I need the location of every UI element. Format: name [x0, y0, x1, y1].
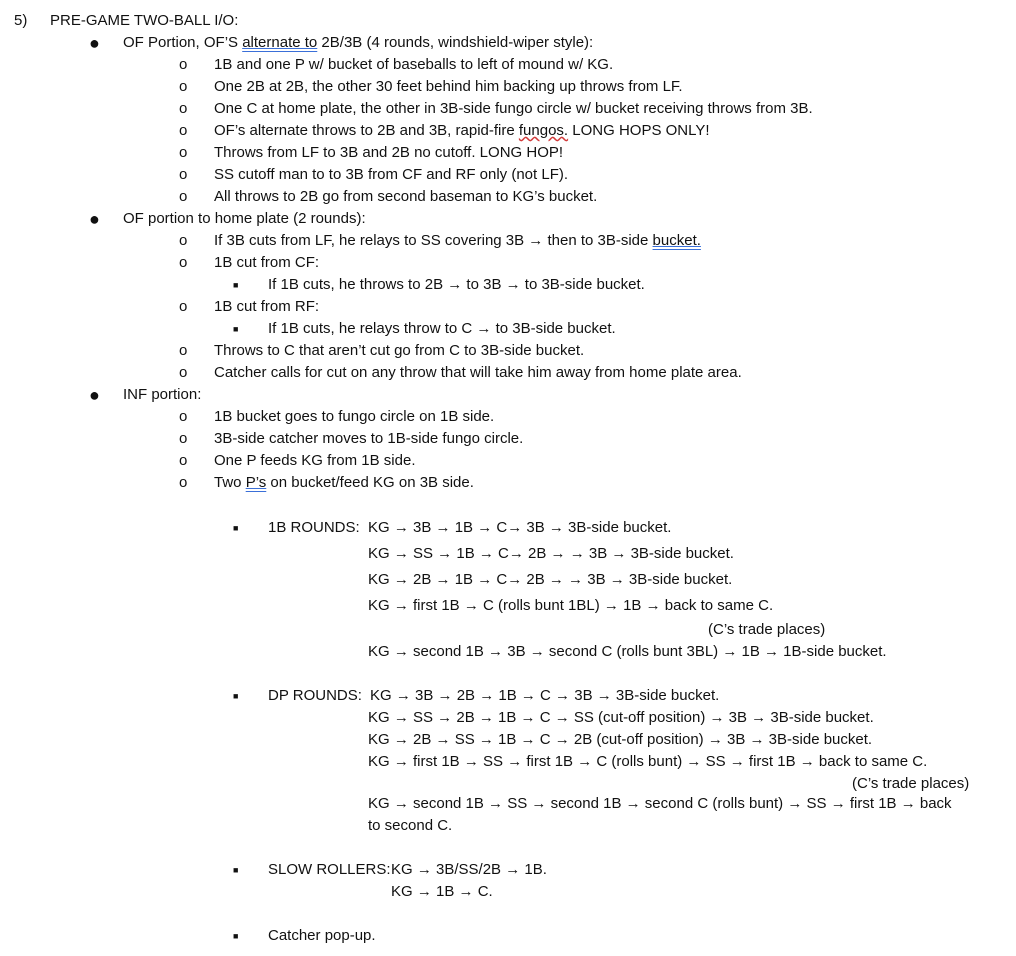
- rounds-1b-line: KG → SS → 1B → C→ 2B → → 3B → 3B-side bucket.: [368, 545, 734, 562]
- of-portion-heading: [123, 34, 593, 52]
- slow-rollers-label: SLOW ROLLERS:: [268, 861, 391, 878]
- square-marker: ■: [233, 324, 239, 334]
- rounds-dp-line: KG → first 1B → SS → first 1B → C (rolls bunt) → SS → first 1B → back to same C.: [368, 753, 928, 770]
- item-text: on bucket/feed KG on 3B side.: [266, 474, 474, 491]
- trade-places-note: (C’s trade places): [708, 621, 826, 638]
- rounds-1b-line: KG → first 1B → C (rolls bunt 1BL) → 1B → back to same C.: [368, 597, 774, 614]
- underlined-word: bucket.: [652, 232, 701, 249]
- rounds-1b-line: KG → 2B → 1B → C→ 2B → → 3B → 3B-side bucket.: [368, 571, 733, 588]
- of-heading-underlined: alternate to: [242, 34, 318, 51]
- circle-marker: o: [179, 166, 188, 183]
- bullet-marker: ●: [89, 385, 100, 405]
- circle-marker: o: [179, 452, 188, 469]
- circle-marker: o: [179, 342, 188, 359]
- list-item: 1B and one P w/ bucket of baseballs to left of mound w/ KG.: [214, 56, 614, 73]
- section-title: PRE-GAME TWO-BALL I/O:: [50, 12, 239, 29]
- circle-marker: o: [179, 188, 188, 205]
- trade-places-note: (C’s trade places): [852, 775, 970, 792]
- slow-rollers-line: KG → 3B/SS/2B → 1B.: [391, 861, 547, 878]
- rounds-dp-line: KG → SS → 2B → 1B → C → SS (cut-off position) → 3B → 3B-side bucket.: [368, 709, 874, 726]
- item-text: If 3B cuts from LF, he relays to SS covering 3B → then to 3B-side: [214, 232, 653, 249]
- underlined-word: P’s: [245, 474, 267, 491]
- circle-marker: o: [179, 144, 188, 161]
- rounds-dp-line-cont: to second C.: [368, 817, 453, 834]
- rounds-dp-line: KG → 2B → SS → 1B → C → 2B (cut-off position) → 3B → 3B-side bucket.: [368, 731, 873, 748]
- list-item: [214, 474, 474, 492]
- catcher-popup-label: Catcher pop-up.: [268, 927, 376, 944]
- list-item: All throws to 2B go from second baseman to KG’s bucket.: [214, 188, 598, 205]
- circle-marker: o: [179, 78, 188, 95]
- circle-marker: o: [179, 122, 188, 139]
- circle-marker: o: [179, 474, 188, 491]
- rounds-dp-line: KG → 3B → 2B → 1B → C → 3B → 3B-side bucket.: [370, 687, 720, 704]
- section-number: 5): [14, 12, 28, 29]
- sub-list-item: If 1B cuts, he relays throw to C → to 3B-side bucket.: [268, 320, 616, 337]
- list-item: One P feeds KG from 1B side.: [214, 452, 416, 469]
- rounds-1b-line: KG → second 1B → 3B → second C (rolls bunt 3BL) → 1B → 1B-side bucket.: [368, 643, 887, 660]
- list-item: 1B bucket goes to fungo circle on 1B side.: [214, 408, 495, 425]
- circle-marker: o: [179, 254, 188, 271]
- item-text: Two: [214, 474, 246, 491]
- sub-list-item: If 1B cuts, he throws to 2B → to 3B → to 3B-side bucket.: [268, 276, 645, 293]
- rounds-1b-label: 1B ROUNDS:: [268, 519, 360, 536]
- list-item: One 2B at 2B, the other 30 feet behind him backing up throws from LF.: [214, 78, 683, 95]
- item-text: LONG HOPS ONLY!: [568, 122, 710, 139]
- square-marker: ■: [233, 691, 239, 701]
- rounds-dp-line: KG → second 1B → SS → second 1B → second C (rolls bunt) → SS → first 1B → back: [368, 795, 952, 812]
- slow-rollers-line: KG → 1B → C.: [391, 883, 493, 900]
- list-item: SS cutoff man to to 3B from CF and RF only (not LF).: [214, 166, 569, 183]
- circle-marker: o: [179, 364, 188, 381]
- list-item: [214, 232, 701, 250]
- circle-marker: o: [179, 408, 188, 425]
- misspelled-word: fungos.: [518, 122, 569, 139]
- circle-marker: o: [179, 430, 188, 447]
- list-item: Catcher calls for cut on any throw that will take him away from home plate area.: [214, 364, 742, 381]
- list-item: 1B cut from CF:: [214, 254, 320, 271]
- home-portion-heading: OF portion to home plate (2 rounds):: [123, 210, 366, 227]
- of-heading-post: 2B/3B (4 rounds, windshield-wiper style):: [317, 34, 594, 51]
- square-marker: ■: [233, 931, 239, 941]
- circle-marker: o: [179, 232, 188, 249]
- list-item: 1B cut from RF:: [214, 298, 320, 315]
- list-item: One C at home plate, the other in 3B-side fungo circle w/ bucket receiving throws from 3B.: [214, 100, 813, 117]
- list-item: Throws from LF to 3B and 2B no cutoff. LONG HOP!: [214, 144, 564, 161]
- list-item: [214, 122, 710, 140]
- rounds-1b-line: KG → 3B → 1B → C→ 3B → 3B-side bucket.: [368, 519, 672, 536]
- inf-portion-heading: INF portion:: [123, 386, 202, 403]
- square-marker: ■: [233, 523, 239, 533]
- square-marker: ■: [233, 865, 239, 875]
- bullet-marker: ●: [89, 33, 100, 53]
- list-item: 3B-side catcher moves to 1B-side fungo circle.: [214, 430, 524, 447]
- list-item: Throws to C that aren’t cut go from C to 3B-side bucket.: [214, 342, 585, 359]
- circle-marker: o: [179, 56, 188, 73]
- circle-marker: o: [179, 100, 188, 117]
- circle-marker: o: [179, 298, 188, 315]
- square-marker: ■: [233, 280, 239, 290]
- bullet-marker: ●: [89, 209, 100, 229]
- rounds-dp-label: DP ROUNDS:: [268, 687, 362, 704]
- of-heading-pre: OF Portion, OF’S: [123, 34, 243, 51]
- item-text: OF’s alternate throws to 2B and 3B, rapid-fire: [214, 122, 519, 139]
